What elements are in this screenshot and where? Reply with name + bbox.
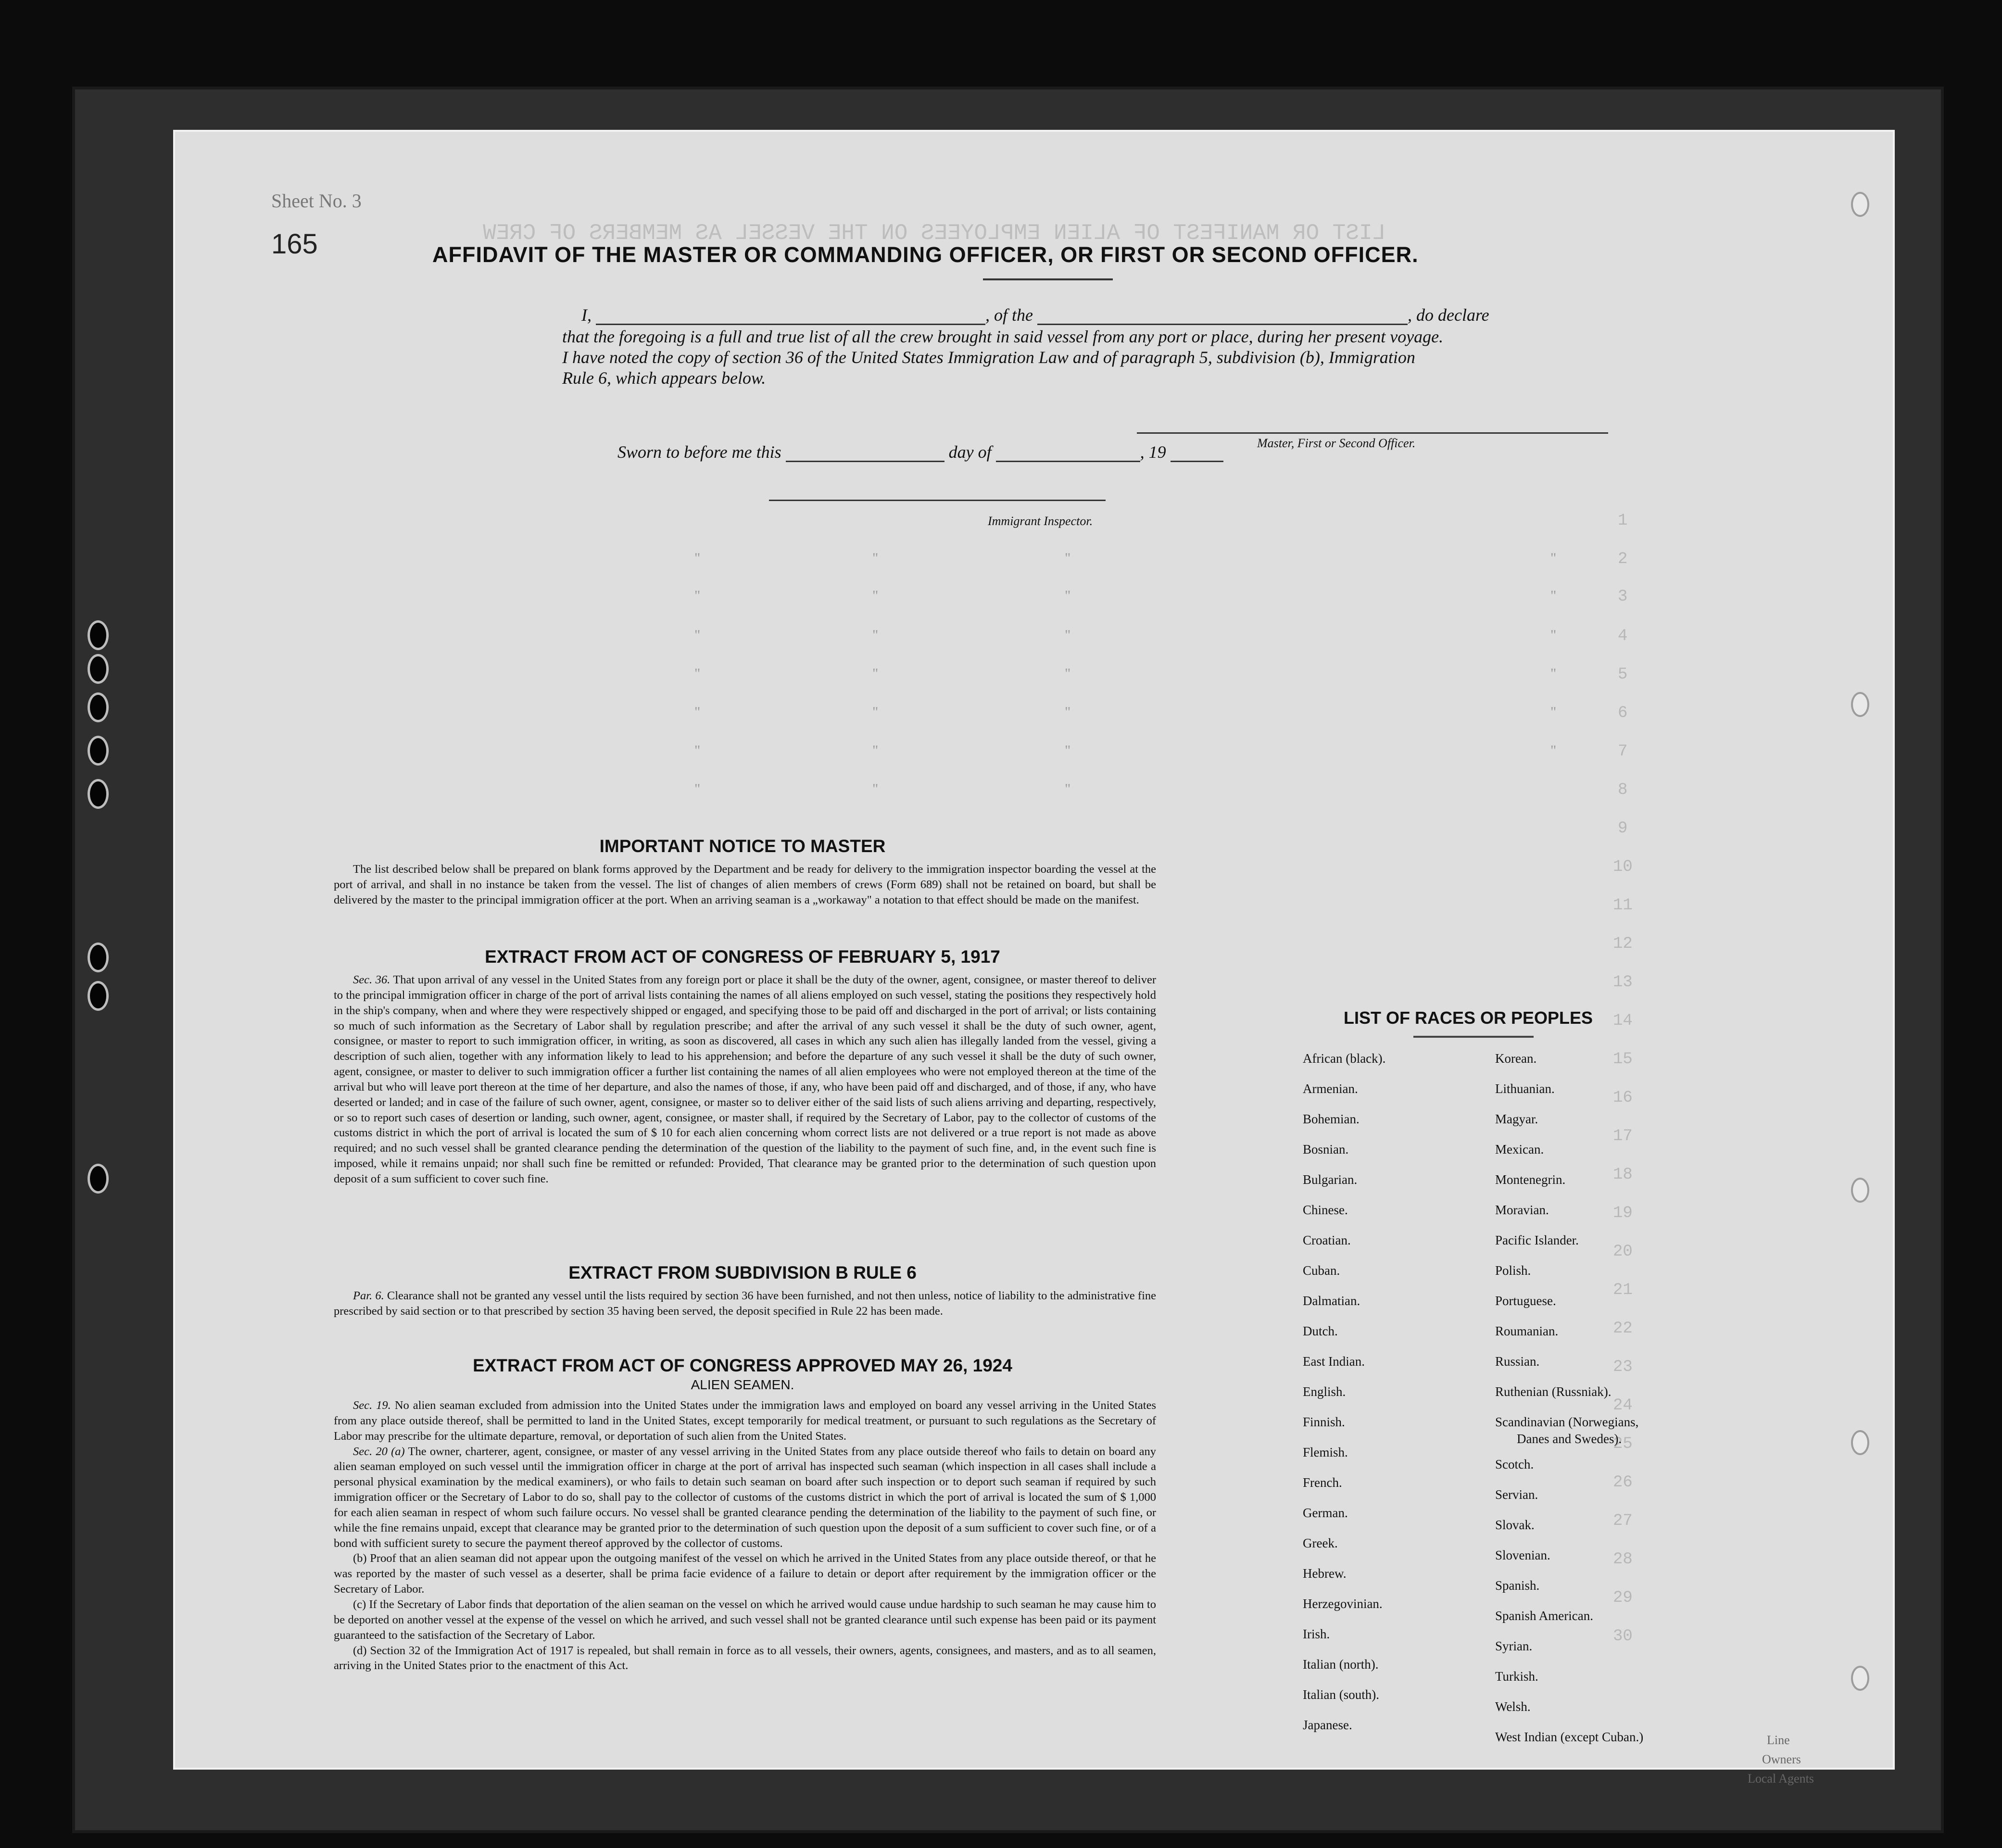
race-right-item: Syrian. bbox=[1495, 1639, 1533, 1653]
par-6-label: Par. 6. bbox=[353, 1289, 384, 1302]
binder-hole bbox=[88, 1164, 109, 1194]
race-right-item: Ruthenian (Russniak). bbox=[1495, 1384, 1612, 1399]
sec-19-text: No alien seaman excluded from admission into the United States under the immigration laws and employed on board any vessel arriving in the United States from any place outside thereof, shall be permitted to land in the United States, except temporarily for medical treatment, or pursuant to such regulations as the Secretary of Labor may prescribe for the ultimate departure, removal, or deportation of such alien from the United States. bbox=[334, 1399, 1157, 1443]
race-left-item: German. bbox=[1303, 1506, 1348, 1520]
extract-1924-title: EXTRACT FROM ACT OF CONGRESS APPROVED MAY 26, 1924 bbox=[473, 1356, 1012, 1375]
page-number: 165 bbox=[271, 228, 318, 260]
races-title: LIST OF RACES OR PEOPLES bbox=[1344, 1008, 1593, 1028]
race-left-item: Irish. bbox=[1303, 1627, 1330, 1641]
month-blank[interactable] bbox=[996, 461, 1140, 462]
affidavit-line-3: I have noted the copy of section 36 of the United States Immigration Law and of paragraph 5, subdivision (b), Immigration bbox=[562, 348, 1415, 367]
race-left-item: East Indian. bbox=[1303, 1354, 1365, 1369]
extract-1924-body bbox=[334, 1398, 1156, 1673]
subdivision-b-body bbox=[334, 1288, 1156, 1319]
footer-owners-label: Owners bbox=[1762, 1752, 1801, 1766]
race-left-item: Cuban. bbox=[1303, 1263, 1340, 1278]
race-right-item: Polish. bbox=[1495, 1263, 1531, 1278]
sec-20-c-text: (c) If the Secretary of Labor finds that deportation of the alien seaman on the vessel on which he arrived would cause undue hardship to such seaman he may cause him to be deported on another vessel at the expense of the vessel on which he arrived, and such vessel shall not be granted clearance until such expense has been paid or its payment guaranteed to the satisfaction of the Secretary of Labor. bbox=[334, 1597, 1156, 1642]
extract-1917-body bbox=[334, 972, 1156, 1187]
officer-signature-line[interactable] bbox=[1137, 432, 1608, 434]
punch-hole bbox=[1851, 192, 1869, 217]
name-blank[interactable] bbox=[596, 324, 985, 325]
binder-hole bbox=[88, 620, 109, 650]
race-left-item: Armenian. bbox=[1303, 1081, 1358, 1096]
punch-hole bbox=[1851, 1178, 1869, 1203]
race-right-item: Welsh. bbox=[1495, 1699, 1531, 1714]
sec-36-text: That upon arrival of any vessel in the United States from any foreign port or place it shall be the duty of the owner, agent, consignee, or master thereof to deliver to the principal immigration officer in charge of the port of arrival lists containing the names of all aliens employed on such vessel, stating the positions they respectively hold in the ship's company, when and where they were respectively shipped or engaged, and specifying those to be paid off and discharged in the port of arrival; or lists containing so much of such information as the Secretary of Labor shall by regulation prescribe; and after the arrival of any such vessel it shall be the duty of such owner, agent, consignee, or master to report to such immigration officer, in writing, as soon as discovered, all cases in which any such alien has illegally landed from the vessel, giving a description of such alien, together with any information likely to lead to his apprehension; and before the departure of any such vessel it shall be the duty of such owner, agent, consignee, or master to deliver to such immigration officer a further list containing the names of all alien employees who were not employed thereon at the time of the arrival but who will leave port thereon at the time of her departure, and also the names of those, if any, who have been paid off and discharged, and of those, if any, who have deserted or landed; and in case of the failure of such owner, agent, consignee, or master so to deliver either of the said lists of such aliens arriving and departing, respectively, or so to report such cases of desertion or landing, such owner, agent, consignee, or master shall, if required by the Secretary of Labor, pay to the collector of customs of the customs district in which the port of arrival is located the sum of $ 10 for each alien concerning whom correct lists are not delivered or a true report is not made as above required; and no such vessel shall be granted clearance pending the determination of the question of the liability to the payment of such fine, and, in the event such fine is imposed, while it remains unpaid; nor shall such fine be remitted or refunded: Provided, That clearance may be granted prior to the determination of such question upon deposit of a sum sufficient to cover such fine. bbox=[334, 973, 1157, 1185]
race-right-item: Russian. bbox=[1495, 1354, 1540, 1369]
race-right-item: West Indian (except Cuban.) bbox=[1495, 1730, 1644, 1744]
binder-hole bbox=[88, 981, 109, 1011]
race-left-item: Hebrew. bbox=[1303, 1566, 1347, 1581]
race-left-item: English. bbox=[1303, 1384, 1346, 1399]
race-left-item: Flemish. bbox=[1303, 1445, 1348, 1459]
inspector-signature-line[interactable] bbox=[769, 500, 1106, 501]
notice-title: IMPORTANT NOTICE TO MASTER bbox=[599, 836, 886, 856]
vessel-blank[interactable] bbox=[1037, 324, 1408, 325]
race-left-item: French. bbox=[1303, 1475, 1342, 1490]
sec-19-label: Sec. 19. bbox=[353, 1399, 391, 1412]
sworn-text: Sworn to before me this bbox=[617, 442, 781, 462]
binder-hole bbox=[88, 779, 109, 809]
affidavit-line-4: Rule 6, which appears below. bbox=[562, 368, 766, 388]
day-of-text: day of bbox=[948, 442, 992, 462]
affidavit-of-the: , of the bbox=[985, 305, 1033, 325]
race-left-item: Croatian. bbox=[1303, 1233, 1351, 1247]
race-left-item: Finnish. bbox=[1303, 1415, 1345, 1429]
race-left-item: Italian (south). bbox=[1303, 1687, 1379, 1702]
footer-agents-label: Local Agents bbox=[1748, 1772, 1814, 1785]
race-right-item: Scotch. bbox=[1495, 1457, 1534, 1471]
race-left-item: Dutch. bbox=[1303, 1324, 1338, 1338]
race-left-item: Bohemian. bbox=[1303, 1112, 1360, 1126]
punch-hole bbox=[1851, 1666, 1869, 1691]
race-right-item: Korean. bbox=[1495, 1051, 1537, 1066]
race-left-item: Chinese. bbox=[1303, 1203, 1348, 1217]
race-right-item: Slovenian. bbox=[1495, 1548, 1550, 1562]
race-right-item: Roumanian. bbox=[1495, 1324, 1559, 1338]
race-right-item: Spanish American. bbox=[1495, 1609, 1593, 1623]
sec-20-b-text: (b) Proof that an alien seaman did not appear upon the outgoing manifest of the vessel on which he arrived in the United States from any place outside thereof, or that he was reported by the master of such vessel as a deserter, shall be prima facie evidence of a failure to detain or deport after requirement by the immigration officer or the Secretary of Labor. bbox=[334, 1552, 1156, 1596]
race-right-item: Pacific Islander. bbox=[1495, 1233, 1579, 1247]
affidavit-i: I, bbox=[581, 305, 592, 325]
subdivision-b-title: EXTRACT FROM SUBDIVISION B RULE 6 bbox=[568, 1263, 917, 1282]
race-left-item: African (black). bbox=[1303, 1051, 1386, 1066]
affidavit-do-declare: , do declare bbox=[1407, 305, 1489, 325]
race-left-item: Greek. bbox=[1303, 1536, 1338, 1550]
binder-hole bbox=[88, 943, 109, 972]
extract-1924-subtitle: ALIEN SEAMEN. bbox=[691, 1377, 794, 1392]
form-title-bleedthrough: LIST OR MANIFEST OF ALIEN EMPLOYEES ON THE VESSEL AS MEMBERS OF CREW bbox=[483, 221, 1386, 246]
race-left-item: Dalmatian. bbox=[1303, 1294, 1360, 1308]
affidavit-declare-line bbox=[581, 305, 1489, 325]
inspector-label: Immigrant Inspector. bbox=[988, 514, 1093, 528]
race-right-item: Servian. bbox=[1495, 1487, 1538, 1502]
affidavit-line-2: that the foregoing is a full and true list of all the crew brought in said vessel from any port or place, during her present voyage. bbox=[562, 327, 1444, 346]
race-right-item: Spanish. bbox=[1495, 1578, 1540, 1593]
sec-36-label: Sec. 36. bbox=[353, 973, 390, 986]
race-right-item: Moravian. bbox=[1495, 1203, 1549, 1217]
day-blank[interactable] bbox=[786, 461, 944, 462]
binder-hole bbox=[88, 736, 109, 766]
notice-paragraph: The list described below shall be prepared on blank forms approved by the Department and be ready for delivery to the immigration inspector boarding the vessel at the port of arrival, and shall in no instance be taken from the vessel. The list of changes of alien members of crews (Form 689) shall not be retained on board, but shall be delivered by the master to the principal immigration officer at the port. When an arriving seaman is a „workaway" a notation to that effect should be made on the manifest. bbox=[334, 863, 1156, 906]
race-right-item: Turkish. bbox=[1495, 1669, 1538, 1684]
race-right-item: Montenegrin. bbox=[1495, 1172, 1566, 1187]
year-text: , 19 bbox=[1140, 442, 1166, 462]
races-rule bbox=[1413, 1036, 1534, 1038]
race-left-item: Bosnian. bbox=[1303, 1142, 1349, 1157]
extract-1917-title: EXTRACT FROM ACT OF CONGRESS OF FEBRUARY 5, 1917 bbox=[485, 947, 1000, 967]
race-right-item: Mexican. bbox=[1495, 1142, 1544, 1157]
footer-line-label: Line bbox=[1767, 1733, 1790, 1747]
race-right-item: Magyar. bbox=[1495, 1112, 1538, 1126]
race-left-item: Herzegovinian. bbox=[1303, 1597, 1383, 1611]
race-left-item: Japanese. bbox=[1303, 1718, 1352, 1732]
officer-label: Master, First or Second Officer. bbox=[1257, 436, 1416, 450]
race-right-item: Danes and Swedes). bbox=[1517, 1432, 1622, 1446]
manifest-page: LIST OR MANIFEST OF ALIEN EMPLOYEES ON THE VESSEL AS MEMBERS OF CREW Sheet No. 3 165 AFFIDAVIT OF THE MASTER OR COMMANDING OFFICER, OR FIRST OR SECOND OFFICER. I, , of the , do declare that the foregoing is a full and true list of all the crew brought in said vessel from any port or place, during her present voyage. I have noted the copy of section 36 of the United States Immigration Law and of paragraph 5, subdivision (b), Immigration Rule 6, which appears below. Master, First or Second Officer. Sworn to before me this day of , 19 Immigrant Inspector. 1 2 3 4 5 6 7 8 9 10 11 12 13 14 15 16 17 18 19 20 21 22 23 24 25 26 27 28 29 30 " " " " " " " " " " " " " " " " " " " " " " " " " " " IMPORTANT NOTICE TO MASTER The list described below shall be prepared on blank forms approved by the Department and be ready for delivery to the immigration inspector boarding the vessel at the port of arrival, and shall in no instance be taken from the vessel. The list of changes of alien members of crews (Form 689) shall not be retained on board, but shall be delivered by the master to the principal immigration officer at the port. When an arriving seaman is a „workaway" a notation to that effect should be made on the manifest. EXTRACT FROM ACT OF CONGRESS OF FEBRUARY 5, 1917 Sec. 36. That upon arrival of any vessel in the United States from any foreign port or place it shall be the duty of the owner, agent, consignee, or master thereof to deliver to the principal immigration officer in charge of the port of arrival lists containing the names of all aliens employed on such vessel, stating the positions they respectively hold in the ship's company, when and where they were respectively shipped or engaged, and specifying those to be paid off and discharged in the port of arrival; or lists containing so much of such information as the Secretary of Labor shall by regulation prescribe; and after the arrival of any such vessel it shall be the duty of such owner, agent, consignee, or master to report to such immigration officer, in writing, as soon as discovered, all cases in which any such alien has illegally landed from the vessel, giving a description of such alien, together with any information likely to lead to his apprehension; and before the departure of any such vessel it shall be the duty of such owner, agent, consignee, or master to deliver to such immigration officer a further list containing the names of all alien employees who were not employed thereon at the time of the arrival but who will leave port thereon at the time of her departure, and also the names of those, if any, who have been paid off and discharged, and of those, if any, who have deserted or landed; and in case of the failure of such owner, agent, consignee, or master so to deliver either of the said lists of such aliens arriving and departing, respectively, or so to report such cases of desertion or landing, such owner, agent, consignee, or master shall, if required by the Secretary of Labor, pay to the collector of customs of the customs district in which the port of arrival is located the sum of $ 10 for each alien concerning whom correct lists are not delivered or a true report is not made as above required; and no such vessel shall be granted clearance pending the determination of the question of the liability to the payment of such fine, and, in the event such fine is imposed, while it remains unpaid; nor shall such fine be remitted or refunded: Provided, That clearance may be granted prior to the determination of such question upon deposit of a sum sufficient to cover such fine. EXTRACT FROM SUBDIVISION B RULE 6 Par. 6. Clearance shall not be granted any vessel until the lists required by section 36 have been furnished, and not then unless, notice of liability to the administrative fine prescribed by said section or to that prescribed by section 35 having been served, the deposit specified in Rule 22 has been made. EXTRACT FROM ACT OF CONGRESS APPROVED MAY 26, 1924 ALIEN SEAMEN. Sec. 19. No alien seaman excluded from admission into the United States under the immigration laws and employed on board any vessel arriving in the United States from any place outside thereof, shall be permitted to land in the United States, except temporarily for medical treatment, or pursuant to such regulations as the Secretary of Labor may prescribe for the ultimate departure, removal, or deportation of such alien from the United States. Sec. 20 (a) The owner, charterer, agent, consignee, or master of any vessel arriving in the United States from any place outside thereof who fails to detain on board any alien seaman employed on such vessel until the immigration officer in charge at the port of arrival has inspected such seaman (which inspection in all cases shall include a personal physical examination by the medical examiners), or who fails to detain such seaman on board after such inspection or to deport such seaman if required by such immigration officer or the Secretary of Labor to do so, shall pay to the collector of customs of the customs district in which the port of arrival is located the sum of $ 1,000 for each alien seaman in respect of whom such failure occurs. No vessel shall be granted clearance pending the determination of the liability to the payment of such fine, or while the fine remains unpaid, except that clearance may be granted prior to the determination of such question upon the deposit of a sum sufficient to cover such fine, or of a bond with sufficient surety to secure the payment thereof approved by the collector of customs. (b) Proof that an alien seaman did not appear upon the outgoing manifest of the vessel on which he arrived in the United States from any place outside thereof, or that he was reported by the master of such vessel as a deserter, shall be prima facie evidence of a failure to detain or deport after requirement by the immigration officer or the Secretary of Labor. (c) If the Secretary of Labor finds that deportation of the alien seaman on the vessel on which he arrived would cause undue hardship to such seaman he may cause him to be deported on another vessel at the expense of the vessel on which he arrived, and such vessel shall not be granted clearance until such expense has been paid or its payment guaranteed to the satisfaction of the Secretary of Labor. (d) Section 32 of the Immigration Act of 1917 is repealed, but shall remain in force as to all vessels, their owners, agents, consignees, and masters, and as to all seamen, arriving in the United States prior to the enactment of this Act. LIST OF RACES OR PEOPLES African (black). Armenian. Bohemian. Bosnian. Bulgarian. Chinese. Croatian. Cuban. Dalmatian. Dutch. East Indian. English. Finnish. Flemish. French. German. Greek. Hebrew. Herzegovinian. Irish. Italian (north). Italian (south). Japanese. Korean. Lithuanian. Magyar. Mexican. Montenegrin. Moravian. Pacific Islander. Polish. Portuguese. Roumanian. Russian. Ruthenian (Russniak). Scandinavian (Norwegians, Danes and Swedes). Scotch. Servian. Slovak. Slovenian. Spanish. Spanish American. Syrian. Turkish. Welsh. West Indian (except Cuban.) Line Owners Local Agents bbox=[173, 130, 1895, 1770]
race-left-item: Italian (north). bbox=[1303, 1657, 1379, 1672]
punch-hole bbox=[1851, 1430, 1869, 1455]
race-right-item: Portuguese. bbox=[1495, 1294, 1556, 1308]
punch-hole bbox=[1851, 692, 1869, 717]
sheet-number: Sheet No. 3 bbox=[271, 190, 362, 212]
race-right-item: Lithuanian. bbox=[1495, 1081, 1555, 1096]
binder-hole bbox=[88, 692, 109, 722]
sworn-line bbox=[617, 442, 1223, 462]
race-right-item: Scandinavian (Norwegians, bbox=[1495, 1415, 1639, 1429]
sec-20-text: The owner, charterer, agent, consignee, or master of any vessel arriving in the United States from any place outside thereof who fails to detain on board any alien seaman employed on such vessel until the immigration officer in charge at the port of arrival has inspected such seaman (which inspection in all cases shall include a personal physical examination by the medical examiners), or who fails to detain such seaman on board after such inspection or to deport such seaman if required by such immigration officer or the Secretary of Labor to do so, shall pay to the collector of customs of the customs district in which the port of arrival is located the sum of $ 1,000 for each alien seaman in respect of whom such failure occurs. No vessel shall be granted clearance pending the determination of the liability to the payment of such fine, or while the fine remains unpaid, except that clearance may be granted prior to the determination of such question upon the deposit of a sum sufficient to cover such fine, or of a bond with sufficient surety to secure the payment thereof approved by the collector of customs. bbox=[334, 1445, 1157, 1550]
par-6-text: Clearance shall not be granted any vessel until the lists required by section 36 have been furnished, and not then unless, notice of liability to the administrative fine prescribed by said section or to that prescribed by section 35 having been served, the deposit specified in Rule 22 has been made. bbox=[334, 1289, 1157, 1318]
sec-20-label: Sec. 20 (a) bbox=[353, 1445, 405, 1458]
sec-20-d-text: (d) Section 32 of the Immigration Act of 1917 is repealed, but shall remain in force as to all vessels, their owners, agents, consignees, and masters, and as to all seamen, arriving in the United States prior to the enactment of this Act. bbox=[334, 1644, 1156, 1672]
race-left-item: Bulgarian. bbox=[1303, 1172, 1358, 1187]
race-right-item: Slovak. bbox=[1495, 1518, 1535, 1532]
title-rule bbox=[983, 278, 1113, 280]
affidavit-title: AFFIDAVIT OF THE MASTER OR COMMANDING OFFICER, OR FIRST OR SECOND OFFICER. bbox=[432, 242, 1419, 267]
year-blank[interactable] bbox=[1171, 461, 1223, 462]
binder-hole bbox=[88, 654, 109, 684]
notice-body bbox=[334, 862, 1156, 908]
